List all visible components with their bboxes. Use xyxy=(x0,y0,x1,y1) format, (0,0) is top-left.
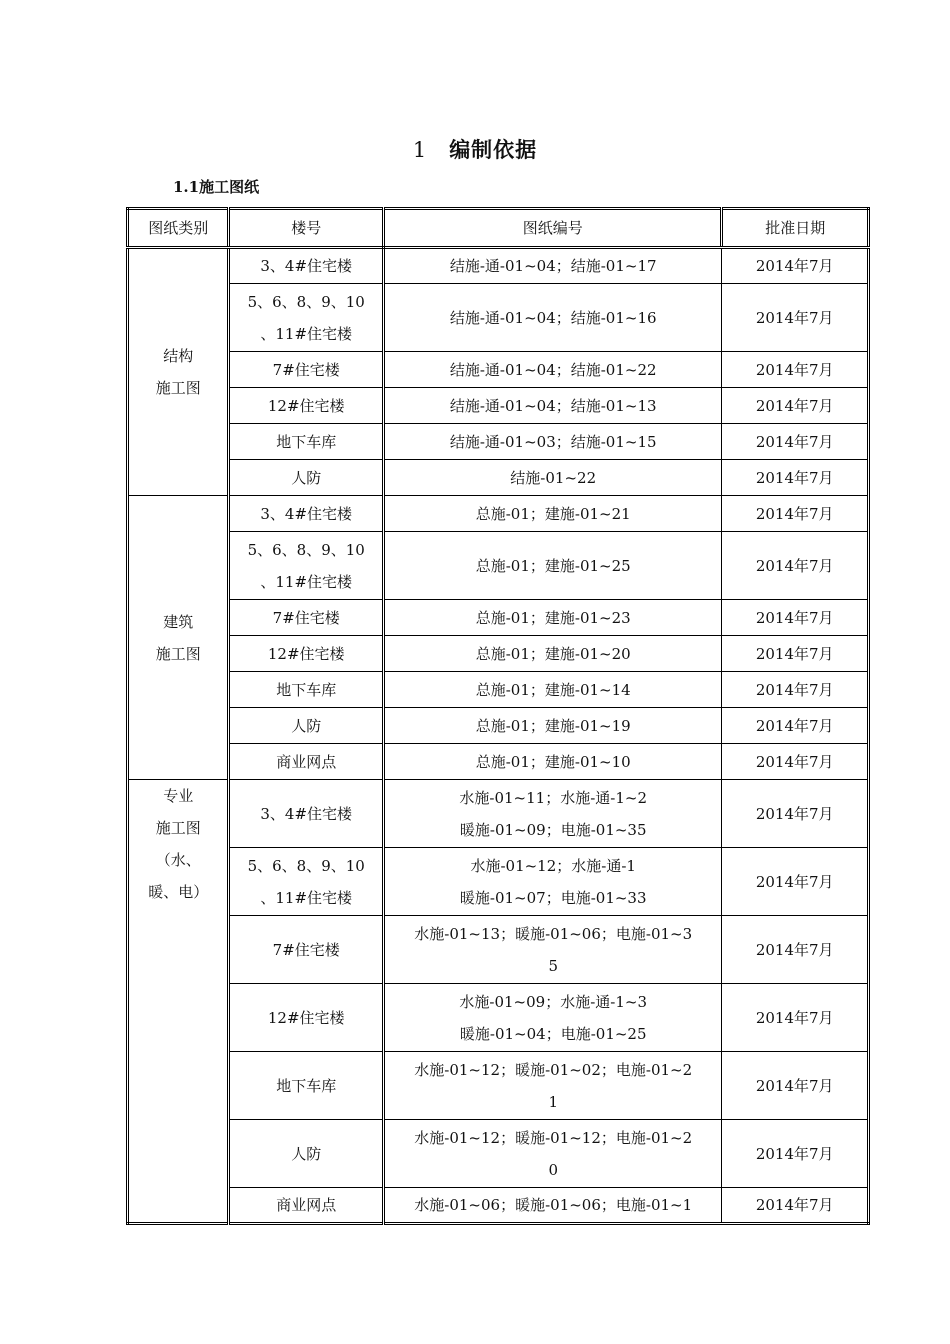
drawing-number-cell: 总施-01；建施-01~23 xyxy=(384,600,722,636)
table-row xyxy=(128,1188,869,1224)
table-row xyxy=(128,744,869,780)
building-cell: 5、6、8、9、10 、11#住宅楼 xyxy=(229,532,384,600)
approval-date-cell: 2014年7月 xyxy=(722,848,869,916)
drawing-number-cell: 总施-01；建施-01~19 xyxy=(384,708,722,744)
drawing-number-cell: 总施-01；建施-01~21 xyxy=(384,496,722,532)
header-drawing-number: 图纸编号 xyxy=(384,209,722,248)
approval-date-cell: 2014年7月 xyxy=(722,600,869,636)
table-row xyxy=(128,248,869,284)
building-cell: 12#住宅楼 xyxy=(229,388,384,424)
approval-date-cell: 2014年7月 xyxy=(722,780,869,848)
approval-date-cell: 2014年7月 xyxy=(722,1120,869,1188)
section-title xyxy=(0,134,950,164)
building-cell: 7#住宅楼 xyxy=(229,916,384,984)
building-cell: 人防 xyxy=(229,708,384,744)
drawing-number-cell: 水施-01~13；暖施-01~06；电施-01~3 5 xyxy=(384,916,722,984)
header-building: 楼号 xyxy=(229,209,384,248)
table-body xyxy=(128,248,869,1224)
table-row xyxy=(128,600,869,636)
drawing-number-cell: 总施-01；建施-01~20 xyxy=(384,636,722,672)
approval-date-cell: 2014年7月 xyxy=(722,916,869,984)
building-cell: 3、4#住宅楼 xyxy=(229,496,384,532)
drawings-table xyxy=(126,207,870,1225)
approval-date-cell: 2014年7月 xyxy=(722,532,869,600)
drawing-number-cell: 水施-01~06；暖施-01~06；电施-01~1 xyxy=(384,1188,722,1224)
category-cell: 专业 施工图 （水、 暖、电） xyxy=(128,780,229,1224)
approval-date-cell: 2014年7月 xyxy=(722,1188,869,1224)
approval-date-cell: 2014年7月 xyxy=(722,424,869,460)
subsection-title: 1.1施工图纸 xyxy=(173,178,260,196)
table-row xyxy=(128,984,869,1052)
table-row xyxy=(128,1120,869,1188)
building-cell: 人防 xyxy=(229,1120,384,1188)
drawing-number-cell: 水施-01~12；水施-通-1 暖施-01~07；电施-01~33 xyxy=(384,848,722,916)
building-cell: 地下车库 xyxy=(229,672,384,708)
category-cell: 建筑 施工图 xyxy=(128,496,229,780)
table-row xyxy=(128,636,869,672)
building-cell: 商业网点 xyxy=(229,744,384,780)
section-heading: 编制依据 xyxy=(449,137,538,162)
drawing-number-cell: 总施-01；建施-01~14 xyxy=(384,672,722,708)
approval-date-cell: 2014年7月 xyxy=(722,672,869,708)
drawing-number-cell: 结施-通-01~04；结施-01~17 xyxy=(384,248,722,284)
table-row xyxy=(128,460,869,496)
table-row xyxy=(128,424,869,460)
table-row xyxy=(128,284,869,352)
table-row xyxy=(128,496,869,532)
drawing-number-cell: 总施-01；建施-01~10 xyxy=(384,744,722,780)
drawing-number-cell: 结施-通-01~04；结施-01~13 xyxy=(384,388,722,424)
drawing-number-cell: 水施-01~12；暖施-01~12；电施-01~2 0 xyxy=(384,1120,722,1188)
table-row xyxy=(128,780,869,848)
building-cell: 3、4#住宅楼 xyxy=(229,248,384,284)
approval-date-cell: 2014年7月 xyxy=(722,284,869,352)
building-cell: 7#住宅楼 xyxy=(229,352,384,388)
table-row xyxy=(128,532,869,600)
drawing-number-cell: 结施-01~22 xyxy=(384,460,722,496)
table-row xyxy=(128,672,869,708)
building-cell: 7#住宅楼 xyxy=(229,600,384,636)
header-category: 图纸类别 xyxy=(128,209,229,248)
table-row xyxy=(128,1052,869,1120)
drawing-number-cell: 结施-通-01~04；结施-01~16 xyxy=(384,284,722,352)
drawing-number-cell: 结施-通-01~03；结施-01~15 xyxy=(384,424,722,460)
approval-date-cell: 2014年7月 xyxy=(722,636,869,672)
building-cell: 3、4#住宅楼 xyxy=(229,780,384,848)
approval-date-cell: 2014年7月 xyxy=(722,496,869,532)
building-cell: 人防 xyxy=(229,460,384,496)
approval-date-cell: 2014年7月 xyxy=(722,460,869,496)
approval-date-cell: 2014年7月 xyxy=(722,248,869,284)
building-cell: 商业网点 xyxy=(229,1188,384,1224)
approval-date-cell: 2014年7月 xyxy=(722,744,869,780)
section-number: 1 xyxy=(412,138,428,162)
drawing-number-cell: 总施-01；建施-01~25 xyxy=(384,532,722,600)
drawing-number-cell: 结施-通-01~04；结施-01~22 xyxy=(384,352,722,388)
table-row xyxy=(128,848,869,916)
approval-date-cell: 2014年7月 xyxy=(722,1052,869,1120)
approval-date-cell: 2014年7月 xyxy=(722,708,869,744)
table-row xyxy=(128,708,869,744)
building-cell: 5、6、8、9、10 、11#住宅楼 xyxy=(229,284,384,352)
drawing-number-cell: 水施-01~09；水施-通-1~3 暖施-01~04；电施-01~25 xyxy=(384,984,722,1052)
drawing-number-cell: 水施-01~12；暖施-01~02；电施-01~2 1 xyxy=(384,1052,722,1120)
building-cell: 12#住宅楼 xyxy=(229,984,384,1052)
building-cell: 地下车库 xyxy=(229,1052,384,1120)
category-cell: 结构 施工图 xyxy=(128,248,229,496)
building-cell: 12#住宅楼 xyxy=(229,636,384,672)
table-row xyxy=(128,916,869,984)
approval-date-cell: 2014年7月 xyxy=(722,352,869,388)
header-approval-date: 批准日期 xyxy=(722,209,869,248)
table-row xyxy=(128,352,869,388)
building-cell: 5、6、8、9、10 、11#住宅楼 xyxy=(229,848,384,916)
approval-date-cell: 2014年7月 xyxy=(722,388,869,424)
table-row xyxy=(128,388,869,424)
drawing-number-cell: 水施-01~11；水施-通-1~2 暖施-01~09；电施-01~35 xyxy=(384,780,722,848)
table-header-row xyxy=(128,209,869,248)
building-cell: 地下车库 xyxy=(229,424,384,460)
approval-date-cell: 2014年7月 xyxy=(722,984,869,1052)
